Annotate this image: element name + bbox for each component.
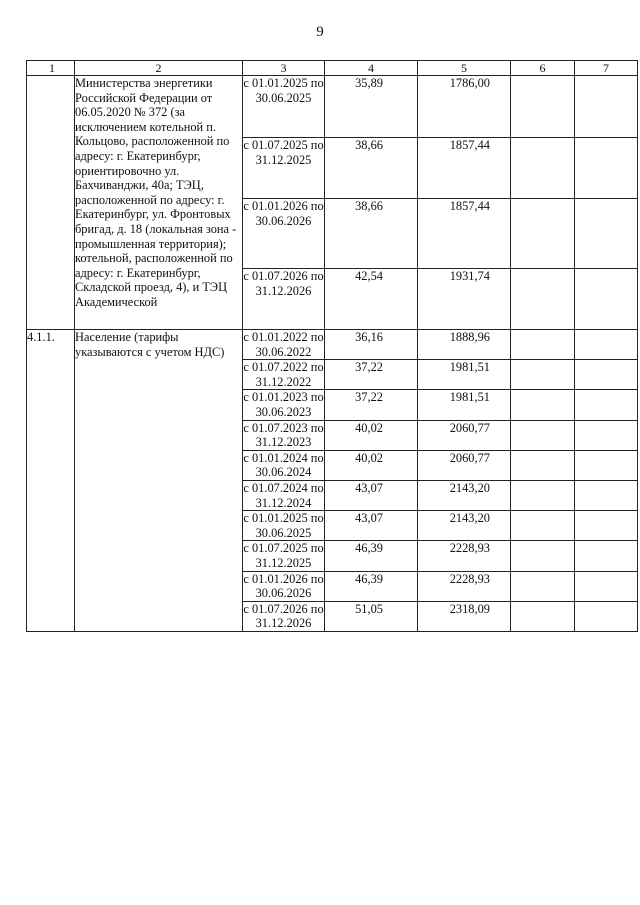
value-col4: 37,22	[325, 360, 418, 390]
value-col7	[575, 390, 638, 420]
value-col7	[575, 541, 638, 571]
period-cell: с 01.07.2022 по 31.12.2022	[243, 360, 324, 389]
value-col7	[575, 360, 638, 390]
column-number-row	[27, 61, 638, 76]
value-col5: 2060,77	[418, 420, 511, 450]
value-col4: 38,66	[325, 199, 418, 269]
value-col6	[511, 420, 575, 450]
value-col4: 51,05	[325, 601, 418, 631]
value-col5: 2318,09	[418, 601, 511, 631]
table-row	[27, 76, 638, 138]
value-col7	[575, 330, 638, 360]
section-b-description: Население (тарифы указываются с учетом НДС)	[75, 330, 243, 632]
column-header-4: 4	[325, 61, 418, 76]
value-col4: 40,02	[325, 450, 418, 480]
period-cell: с 01.07.2026 по 31.12.2026	[243, 601, 324, 631]
column-header-6: 6	[511, 61, 575, 76]
value-col4: 43,07	[325, 511, 418, 541]
value-col5: 2228,93	[418, 541, 511, 571]
value-col4: 46,39	[325, 571, 418, 601]
value-col7	[575, 511, 638, 541]
value-col5: 1981,51	[418, 360, 511, 390]
value-col7	[575, 480, 638, 510]
value-col5: 1888,96	[418, 330, 511, 360]
column-header-2: 2	[75, 61, 243, 76]
tariff-table-container	[26, 60, 625, 632]
period-cell: с 01.01.2023 по 30.06.2023	[243, 390, 324, 419]
value-col6	[511, 511, 575, 541]
value-col4: 43,07	[325, 480, 418, 510]
period-cell: с 01.01.2022 по 30.06.2022	[243, 330, 324, 359]
value-col4: 42,54	[325, 269, 418, 330]
period-cell: с 01.01.2025 по 30.06.2025	[243, 76, 325, 138]
value-col4: 40,02	[325, 420, 418, 450]
column-header-5: 5	[418, 61, 511, 76]
value-col5: 1981,51	[418, 390, 511, 420]
value-col7	[575, 199, 638, 269]
value-col5: 1857,44	[418, 138, 511, 199]
value-col6	[511, 571, 575, 601]
period-cell: с 01.07.2026 по 31.12.2026	[243, 269, 325, 330]
value-col7	[575, 601, 638, 631]
period-cell: с 01.07.2025 по 31.12.2025	[243, 541, 324, 570]
value-col5: 2060,77	[418, 450, 511, 480]
value-col6	[511, 76, 575, 138]
value-col5: 1931,74	[418, 269, 511, 330]
value-col7	[575, 571, 638, 601]
column-header-3: 3	[243, 61, 325, 76]
period-cell: с 01.01.2025 по 30.06.2025	[243, 511, 324, 540]
value-col6	[511, 138, 575, 199]
value-col5: 1786,00	[418, 76, 511, 138]
period-cell: с 01.07.2023 по 31.12.2023	[243, 420, 324, 450]
value-col6	[511, 330, 575, 360]
value-col7	[575, 450, 638, 480]
value-col6	[511, 450, 575, 480]
value-col6	[511, 199, 575, 269]
value-col5: 2143,20	[418, 480, 511, 510]
value-col7	[575, 420, 638, 450]
column-header-7: 7	[575, 61, 638, 76]
period-cell: с 01.01.2024 по 30.06.2024	[243, 450, 324, 480]
value-col5: 2143,20	[418, 511, 511, 541]
page-number: 9	[316, 24, 324, 40]
value-col5: 2228,93	[418, 571, 511, 601]
value-col4: 35,89	[325, 76, 418, 138]
value-col7	[575, 138, 638, 199]
value-col6	[511, 360, 575, 390]
value-col7	[575, 76, 638, 138]
section-b-number: 4.1.1.	[27, 330, 75, 632]
value-col4: 38,66	[325, 138, 418, 199]
period-cell: с 01.01.2026 по 30.06.2026	[243, 199, 325, 269]
value-col6	[511, 541, 575, 571]
value-col6	[511, 269, 575, 330]
section-a-description: Министерства энергетики Российской Федерации от 06.05.2020 № 372 (за исключением котельной п. Кольцово, расположенной по адресу: г. Екатеринбург, ориентировочно ул. Бахчиванджи, 40а; ТЭЦ, расположенной по адресу: г. Екатеринбург, ул. Фронтовых бригад, д. 18 (локальная зона - промышленная территория); котельной, расположенной по адресу: г. Екатеринбург, Складской проезд, 4), и ТЭЦ Академической	[75, 76, 243, 330]
period-cell: с 01.07.2025 по 31.12.2025	[243, 138, 325, 199]
value-col6	[511, 601, 575, 631]
period-cell: с 01.07.2024 по 31.12.2024	[243, 480, 324, 510]
table-row	[27, 330, 638, 360]
value-col6	[511, 390, 575, 420]
value-col6	[511, 480, 575, 510]
value-col7	[575, 269, 638, 330]
column-header-1: 1	[27, 61, 75, 76]
period-cell: с 01.01.2026 по 30.06.2026	[243, 571, 324, 601]
tariff-table	[26, 60, 638, 632]
section-a-number-cell	[27, 76, 75, 330]
value-col4: 36,16	[325, 330, 418, 360]
value-col4: 46,39	[325, 541, 418, 571]
value-col5: 1857,44	[418, 199, 511, 269]
value-col4: 37,22	[325, 390, 418, 420]
